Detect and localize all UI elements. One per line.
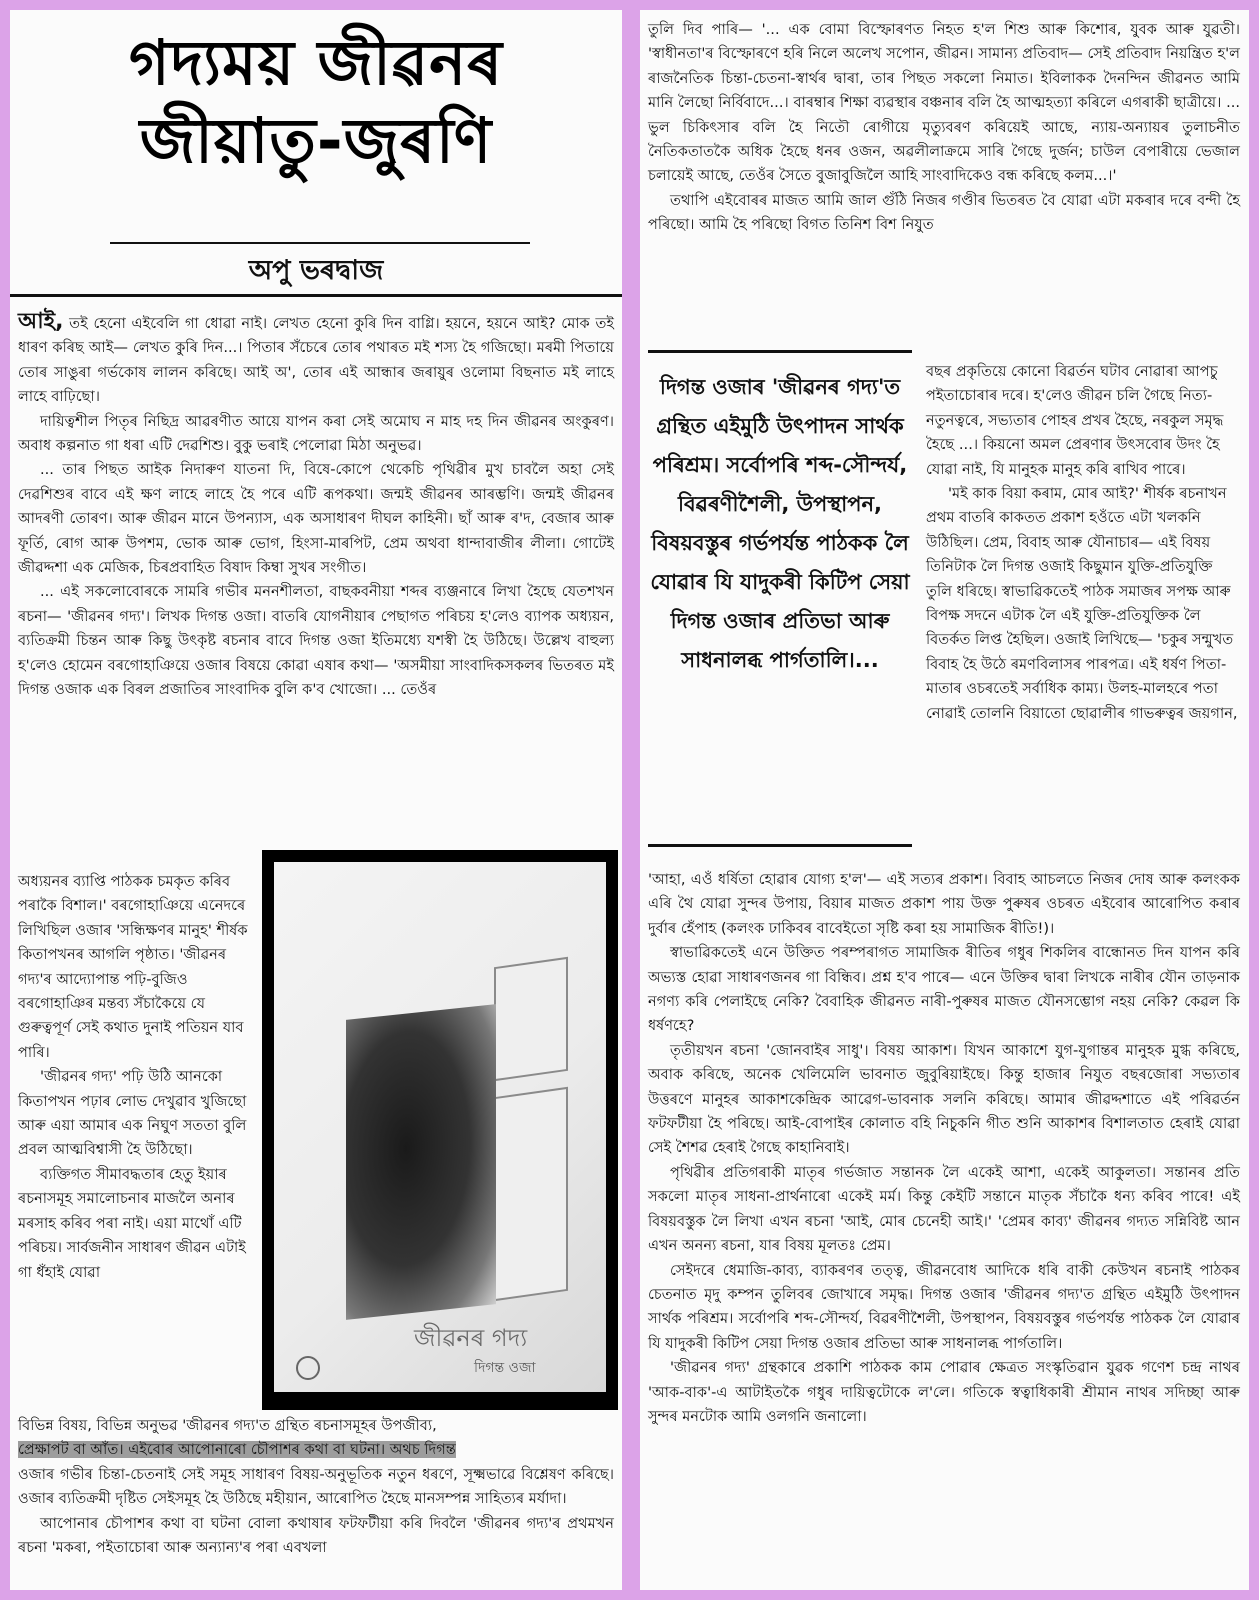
paragraph-r8: 'জীৱনৰ গদ্য' গ্ৰন্থকাৰে প্ৰকাশি পাঠকক কাম পোৱাৰ ক্ষেত্ৰত সংস্কৃতিৱান যুৱক গণেশ চন্দ্ৰ নাথৰ 'আক-বাক'-এ আটাইতকৈ গধুৰ দায়িত্বটোকে ল'লে। গতিকে স্বত্বাধিকাৰী শ্ৰীমান নাথৰ সদিচ্ছা আৰু সুন্দৰ মনটোক আমি ওলগনি জনালো। bbox=[648, 1359, 1240, 1425]
paragraph-6-continued: বিভিন্ন বিষয়, বিভিন্ন অনুভৱ 'জীৱনৰ গদ্য'ত গ্ৰন্থিত ৰচনাসমূহৰ উপজীব্য, bbox=[18, 1417, 437, 1434]
pull-quote: দিগন্ত ওজাৰ 'জীৱনৰ গদ্য'ত গ্ৰন্থিত এইমুঠি উৎপাদন সাৰ্থক পৰিশ্ৰম। সৰ্বোপৰি শব্দ-সৌন্দৰ্য, বিৱৰণীশৈলী, উপস্থাপন, বিষয়বস্তুৰ গৰ্ভপৰ্যন্ত পাঠকক লৈ যোৱাৰ যি যাদুকৰী কিটিপ সেয়া দিগন্ত ওজাৰ প্ৰতিভা আৰু সাধনালব্ধ পাৰ্গতালি।... bbox=[650, 375, 910, 672]
left-column-panel bbox=[10, 10, 622, 1590]
left-body-top bbox=[18, 310, 614, 703]
right-body-narrow bbox=[926, 360, 1240, 726]
paragraph-r7: সেইদৰে ধেমাজি-কাব্য, ব্যাকৰণৰ তত্ত্ব, জীৱনবোধ আদিকে ধৰি বাকী কেউখন ৰচনাই পাঠকৰ চেতনাত মৃদু কম্পন তুলিবৰ জোখাৰে সমৃদ্ধ। দিগন্ত ওজাৰ 'জীৱনৰ গদ্য'ত গ্ৰন্থিত এইমুঠি উৎপাদন সাৰ্থক পৰিশ্ৰম। সৰ্বোপৰি শব্দ-সৌন্দৰ্য, বিৱৰণীশৈলী, উপস্থাপন, বিষয়বস্তুৰ গৰ্ভপৰ্যন্ত পাঠকক লৈ যোৱাৰ যি যাদুকৰী কিটিপ সেয়া দিগন্ত ওজাৰ প্ৰতিভা আৰু সাধনালব্ধ পাৰ্গতালি। bbox=[648, 1261, 1240, 1352]
headline-line-2: জীয়াতু-জুৰণি bbox=[139, 104, 493, 177]
pullquote-rule-top bbox=[648, 350, 912, 353]
paragraph-5: 'জীৱনৰ গদ্য' পঢ়ি উঠি আনকো কিতাপখন পঢ়াৰ লোভ দেখুৱাব খুজিছো আৰু এয়া আমাৰ এক নিঘুণ সততা বুলি প্ৰবল আত্মবিশ্বাসী হৈ উঠিছো। bbox=[18, 1068, 247, 1159]
paragraph-3: ... তাৰ পিছত আইক নিদাৰুণ যাতনা দি, বিষে-কোপে থেকেচি পৃথিৱীৰ মুখ চাবলৈ অহা সেই দেৱশিশুৰ বাবে এই ক্ষণ লাহে লাহে হৈ পৰে এটি ৰূপকথা। জন্মই জীৱনৰ আৰম্ভণি। জন্মই জীৱনৰ আদৰণী তোৰণ। আৰু জীৱন মানে উপন্যাস, এক অসাধাৰণ দীঘল কাহিনী। ছাঁ আৰু ৰ'দ, বেজাৰ আৰু ফূৰ্তি, ৰোগ আৰু উপশম, ভোক আৰু ভোগ, হিংসা-মাৰপিট, প্ৰেম অথবা ধান্দাবাজীৰ লীলা। গোটেই জীৱদ্দশা এক মেজিক, চিৰপ্ৰবাহিত বিষাদ কিম্বা সুখৰ সংগীত। bbox=[18, 461, 614, 577]
headline-line-1: গদ্যময় জীৱনৰ bbox=[128, 26, 504, 99]
paragraph-7: আপোনাৰ চৌপাশৰ কথা বা ঘটনা বোলা কথাষাৰ ফটফটীয়া কৰি দিবলৈ 'জীৱনৰ গদ্য'ৰ প্ৰথমখন ৰচনা 'মকৰা, পইতাচোৰা আৰু অন্যান্য'ৰ পৰা এবখলা bbox=[18, 1514, 614, 1557]
book-cover-art bbox=[274, 862, 606, 1392]
paragraph-6-end: ওজাৰ গভীৰ চিন্তা-চেতনাই সেই সমূহ সাধাৰণ বিষয়-অনুভূতিক নতুন ধৰণে, সূক্ষ্মভাৱে বিশ্লেষণ কৰিছে। ওজাৰ ব্যতিক্ৰমী দৃষ্টিত সেইসমূহ হৈ উঠিছে মহীয়ান, আৰোপিত হৈছে মানসম্পন্ন সাহিত্যৰ মৰ্যাদা। bbox=[18, 1465, 614, 1508]
door-panel-icon bbox=[494, 1087, 568, 1301]
paragraph-r6: পৃথিৱীৰ প্ৰতিগৰাকী মাতৃৰ গৰ্ভজাত সন্তানক লৈ একেই আশা, একেই আকুলতা। সন্তানৰ প্ৰতি সকলো মাতৃৰ সাধনা-প্ৰাৰ্থনাৰো একেই মৰ্ম। কিন্তু কেইটি সন্তানে মাতৃক সঁচাকৈ ধন্য কৰিব পাৰে! এই বিষয়বস্তুক লৈ লিখা এখন ৰচনা 'আই, মোৰ চেনেহী আই।' 'প্ৰেমৰ কাব্য' জীৱনৰ গদ্যত সন্নিবিষ্ট আন এখন অনন্য ৰচনা, যাৰ বিষয় মূলতঃ প্ৰেম। bbox=[648, 1163, 1240, 1255]
left-body-bottom bbox=[18, 1414, 614, 1560]
paragraph-r3: 'মই কাক বিয়া কৰাম, মোৰ আই?' শীৰ্ষক ৰচনাখন প্ৰথম বাতৰি কাকতত প্ৰকাশ হওঁতে এটা খলকনি উঠিছিল। প্ৰেম, বিবাহ আৰু যৌনাচাৰ— এই বিষয় তিনিটাক লৈ দিগন্ত ওজাই কিছুমান যুক্তি-প্ৰতিযুক্তি তুলি ধৰিছে। স্বাভাৱিকতেই পাঠক সমাজৰ সপক্ষ আৰু বিপক্ষ সদনে এটাক লৈ এই যুক্তি-প্ৰতিযুক্তিক লৈ বিতৰ্কত লিপ্ত হৈছিল। ওজাই লিখিছে— 'চকুৰ সন্মুখত বিবাহ হৈ উঠে ৰমণবিলাসৰ পাৰপত্ৰ। এই ধৰ্ষণ পিতা-মাতাৰ ওচৰতেই সৰ্বাধিক কাম্য। উলহ-মালহৰে পতা নোৱাই তোলনি বিয়াতো ছোৱালীৰ গাভৰুত্বৰ জয়গান, bbox=[926, 485, 1238, 722]
paragraph-r2: তথাপি এইবোৰৰ মাজত আমি জাল গুঁঠি নিজৰ গণ্ডীৰ ভিতৰত বৈ যোৱা এটা মকৰাৰ দৰে বন্দী হৈ পৰিছো। আমি হৈ পৰিছো বিগত তিনিশ বিশ নিযুত bbox=[648, 191, 1240, 234]
door-panel-icon bbox=[494, 957, 568, 1081]
paragraph-r1: তুলি দিব পাৰি— '... এক বোমা বিস্ফোৰণত নিহত হ'ল শিশু আৰু কিশোৰ, যুবক আৰু যুৱতী। 'স্বাধীনতা'ৰ বিস্ফোৰণে হৰি নিলে অলেখ সপোন, জীৱন। সামান্য প্ৰতিবাদ— সেই প্ৰতিবাদ নিয়ন্ত্ৰিত হ'ল ৰাজনৈতিক চিন্তা-চেতনা-স্বাৰ্থৰ দ্বাৰা, তাৰ পিছত সকলো নিমাত। ইবিলাকক দৈনন্দিন জীৱনত আমি মানি লৈছো নিৰ্বিবাদে...। বাৰম্বাৰ শিক্ষা ব্যৱস্থাৰ বঞ্চনাৰ বলি হৈ আত্মহত্যা কৰিলে এগৰাকী ছাত্ৰীয়ে। ... ভুল চিকিৎসাৰ বলি হৈ নিতৌ ৰোগীয়ে মৃত্যুবৰণ কৰিয়েই আছে, ন্যায়-অন্যায়ৰ তুলাচনীত নৈতিকতাতকৈ অধিক হৈছে ধনৰ ওজন, অৱলীলাক্ৰমে সাৰি গৈছে দুৰ্জন; চাউল বেপাৰীয়ে ভেজাল চলায়েই আছে, তেওঁৰ সৈতে বুজাবুজিলৈ আহি সাংবাদিকেও বন্ধ কৰিছে কলম...।' bbox=[648, 21, 1240, 185]
right-body-top bbox=[648, 18, 1240, 238]
headline-rule bbox=[110, 242, 530, 244]
paragraph-r3-continued: 'আহা, এওঁ ধৰ্ষিতা হোৱাৰ যোগ্য হ'ল'— এই সত্যৰ প্ৰকাশ। বিবাহ আচলতে নিজৰ দোষ আৰু কলংকক এৰি থৈ যোৱা সুন্দৰ উপায়, বিয়াৰ মাজত প্ৰকাশ পায় উক্ত পুৰুষৰ ওচৰত এইবোৰ আৰোপিত কৰাৰ দুৰ্বাৰ হেঁপাহ (কলংক ঢাকিবৰ বাবেইতো সৃষ্টি কৰা হয় সামাজিক ৰীতি!)। bbox=[648, 871, 1240, 937]
left-body-narrow bbox=[18, 870, 250, 1285]
publisher-logo-icon bbox=[296, 1356, 320, 1380]
paragraph-r2-continued: বছৰ প্ৰকৃতিয়ে কোনো বিৱৰ্তন ঘটাব নোৱাৰা আপচু পইতাচোৰাৰ দৰে। হ'লেও জীৱন চলি গৈছে নিত্য-নতুনত্বৰে, সভ্যতাৰ পোহৰ প্ৰখৰ হৈছে, নৰকুল সমৃদ্ধ হৈছে ...। কিয়নো অমল প্ৰেৰণাৰ উৎসবোৰ উদং হৈ যোৱা নাই, যি মানুহক মানুহ কৰি ৰাখিব পাৰে। bbox=[926, 363, 1224, 478]
paragraph-r5: তৃতীয়খন ৰচনা 'জোনবাইৰ সাধু'। বিষয় আকাশ। যিখন আকাশে যুগ-যুগান্তৰ মানুহক মুগ্ধ কৰিছে, অবাক কৰিছে, অনেক খেলিমেলি ভাবনাত জুবুৰিয়াইছে। কিন্তু হাজাৰ নিযুত বছৰজোৰা সভ্যতাৰ উত্তৰণে মানুহৰ আকাশকেন্দ্ৰিক আৱেগ-ভাবনাক সলনি কৰিছে। আমাৰ জীৱদ্দশাতে এই পৰিৱৰ্তন ফটফটীয়া হৈ পৰিছে। আই-বোপাইৰ কোলাত বহি নিচুকনি গীত শুনি আকাশৰ বিশালতাত হেৰাই যোৱা সেই শৈশৱ হেৰাই গৈছে কাহানিবাই। bbox=[648, 1041, 1240, 1157]
right-column-panel bbox=[640, 10, 1249, 1590]
paragraph-4: ... এই সকলোবোৰকে সামৰি গভীৰ মননশীলতা, বাছকবনীয়া শব্দৰ ব্যঞ্জনাৰে লিখা হৈছে যেতশখন ৰচনা— 'জীৱনৰ গদ্য'। লিখক দিগন্ত ওজা। বাতৰি যোগনীয়াৰ পেছাগত পৰিচয় হ'লেও ব্যাপক অধ্যয়ন, ব্যতিক্ৰমী চিন্তন আৰু কিছু উৎকৃষ্ট ৰচনাৰ বাবে দিগন্ত ওজা ইতিমধ্যে যশস্বী হৈ উঠিছে। উল্লেখ বাহুল্য হ'লেও হোমেন বৰগোহাঞিয়ে ওজাৰ বিষয়ে কোৱা এষাৰ কথা— 'অসমীয়া সাংবাদিকসকলৰ ভিতৰত মই দিগন্ত ওজাক এক বিৰল প্ৰজাতিৰ সাংবাদিক বুলি ক'ব খোজো। ... তেওঁৰ bbox=[18, 583, 614, 699]
pullquote-rule-bottom bbox=[648, 844, 912, 847]
highlighted-line: প্ৰেক্ষাপট বা আঁত। এইবোৰ আপোনাৰো চৌপাশৰ কথা বা ঘটনা। অথচ দিগন্ত bbox=[18, 1441, 456, 1459]
right-body-bottom bbox=[648, 868, 1240, 1429]
book-cover-image bbox=[262, 850, 618, 1410]
book-author: দিগন্ত ওজা bbox=[474, 1360, 536, 1376]
author-byline: অপু ভৰদ্বাজ bbox=[248, 255, 384, 286]
paragraph-6: ব্যক্তিগত সীমাবদ্ধতাৰ হেতু ইয়াৰ ৰচনাসমূহ সমালোচনাৰ মাজলৈ অনাৰ মৰসাহ কৰিব পৰা নাই। এয়া মাথোঁ এটি পৰিচয়। সাৰ্বজনীন সাধাৰণ জীৱন এটাই গা ধঁহাই যোৱা bbox=[18, 1165, 246, 1281]
byline-rule bbox=[10, 294, 622, 297]
paragraph-4-continued: অধ্যয়নৰ ব্যাপ্তি পাঠকক চমকৃত কৰিব পৰাকৈ বিশাল।' বৰগোহাঞিয়ে এনেদৰে লিখিছিল ওজাৰ 'সন্ধিক্ষণৰ মানুহ' শীৰ্ষক কিতাপখনৰ আগলি পৃষ্ঠাত। 'জীৱনৰ গদ্য'ৰ আদ্যোপান্ত পঢ়ি-বুজিও বৰগোহাঞিৰ মন্তব্য সঁচাকৈয়ে যে গুৰুত্বপূৰ্ণ সেই কথাত দুনাই পতিয়ন যাব পাৰি। bbox=[18, 873, 248, 1061]
paragraph-r4: স্বাভাৱিকতেই এনে উক্তিত পৰম্পৰাগত সামাজিক ৰীতিৰ গধুৰ শিকলিৰ বান্ধোনত দিন যাপন কৰি অভ্যস্ত হোৱা সাধাৰণজনৰ গা বিন্ধিব। প্ৰশ্ন হ'ব পাৰে— এনে উক্তিৰ দ্বাৰা লিখকে নাৰীৰ যৌন তাড়নাক নগণ্য কৰি পেলাইছে নেকি? বৈবাহিক জীৱনত নাৰী-পুৰুষৰ মাজত যৌনসম্ভোগ নহয় নেকি? কেৱল কি ধৰ্ষণহে? bbox=[648, 944, 1240, 1035]
drop-cap: আই, bbox=[18, 309, 64, 334]
open-doorway-icon bbox=[346, 1004, 496, 1320]
article-headline bbox=[18, 24, 614, 180]
book-title: জীৱনৰ গদ্য bbox=[414, 1324, 528, 1352]
paragraph-1: আই, তই হেনো এইবেলি গা ধোৱা নাই। লেখত হেনো কুৰি দিন বাগ্লি। হয়নে, হয়নে আই? মোক তই ধাৰণ কৰিছ আই— লেখত কুৰি দিন...। পিতাৰ সঁচেৰে তোৰ পথাৰত মই শস্য হৈ গজিছো। মৰমী পিতায়ে তোৰ সাঙুৰা গৰ্ভকোষ লালন কৰিছে। আই অ', তোৰ এই আন্ধাৰ জৰায়ুৰ ওলোমা বিছনাত মই লাহে লাহে বাঢ়িছো। bbox=[18, 309, 614, 406]
paragraph-2: দায়িত্বশীল পিতৃৰ নিছিদ্ৰ আৱৰণীত আয়ে যাপন কৰা সেই অমোঘ ন মাহ দহ দিন জীৱনৰ অংকুৰণ। অবাধ কল্পনাত গা ধৰা এটি দেৱশিশু। বুকু ভৰাই পেলোৱা মিঠা অনুভৱ। bbox=[18, 412, 614, 455]
